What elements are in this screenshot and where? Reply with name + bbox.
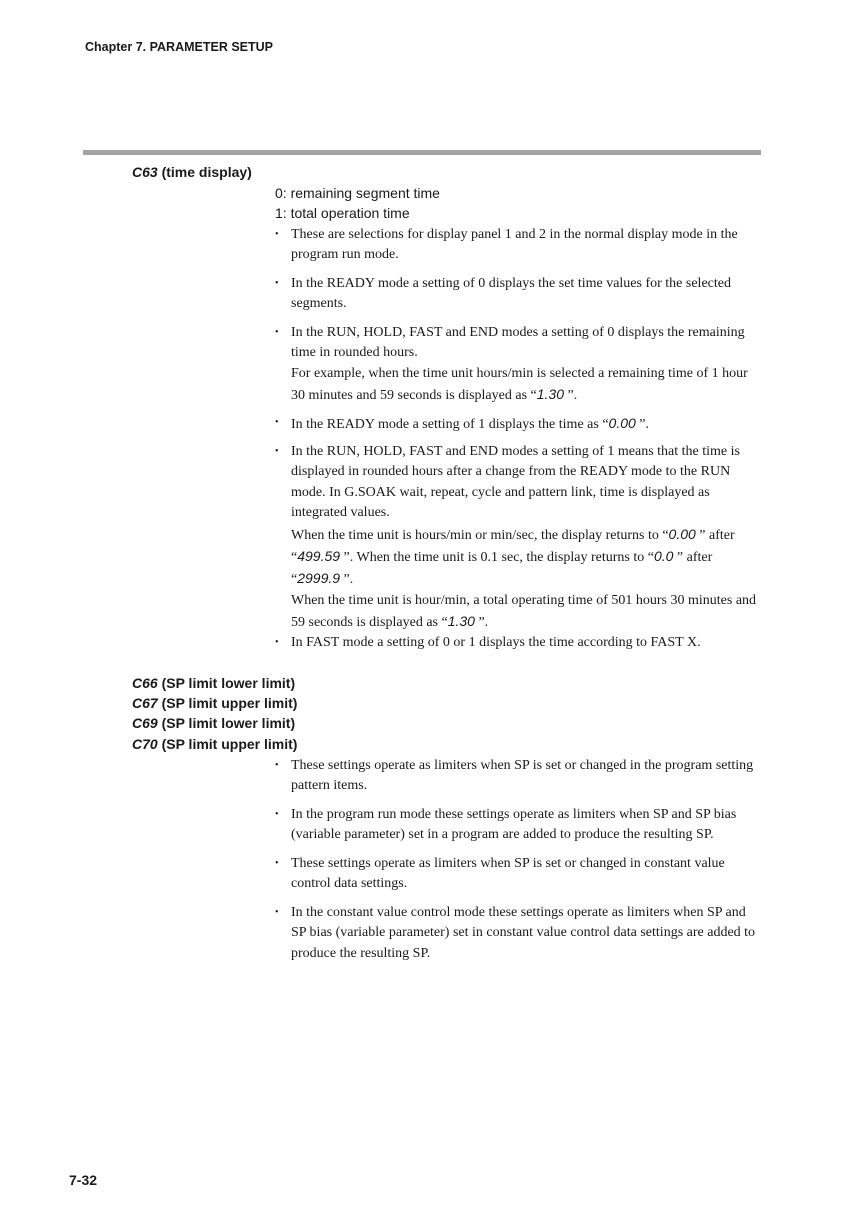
bullet-text: In the constant value control mode these settings operate as limiters when SP and SP bias (variable parameter) set in constant value control data settings are added to produce the resulting SP. xyxy=(291,905,756,961)
param-desc: (SP limit lower limit) xyxy=(157,715,296,731)
param-code: C66 xyxy=(132,675,158,691)
bullet-text: These settings operate as limiters when SP is set or changed in the program setting pattern items. xyxy=(291,758,754,794)
bullet-item xyxy=(275,756,761,797)
bullet-icon: • xyxy=(275,907,279,918)
param-heading-c70 xyxy=(132,736,297,752)
bullet-text: When the time unit is hour/min, a total operating time of 501 hours 30 minutes and 59 seconds is displayed as “1.30 ”. xyxy=(291,592,757,631)
param-desc: (time display) xyxy=(157,164,252,180)
param-heading-c66 xyxy=(132,675,295,691)
option-1: 1: total operation time xyxy=(275,205,410,221)
bullet-item xyxy=(275,323,761,407)
bullet-text: In the READY mode a setting of 1 displays the time as “0.00 ”. xyxy=(291,415,649,432)
bullet-item xyxy=(275,225,761,266)
bullet-icon: • xyxy=(275,809,279,820)
bullet-text: When the time unit is hours/min or min/sec, the display returns to “0.00 ” after “499.59 ”. When the time unit is 0.1 sec, the display returns to “0.0 ” after “2999.9 ”. xyxy=(291,525,735,588)
param-heading-c63 xyxy=(132,164,252,180)
display-value: 0.00 xyxy=(668,525,696,542)
bullet-icon: • xyxy=(275,446,279,457)
bullet-text: In FAST mode a setting of 0 or 1 displays the time according to FAST X. xyxy=(291,635,701,650)
bullet-text: In the READY mode a setting of 0 displays the set time values for the selected segments. xyxy=(291,276,731,312)
bullet-text: In the RUN, HOLD, FAST and END modes a setting of 0 displays the remaining time in rounded hours. xyxy=(291,325,745,361)
bullet-item xyxy=(275,413,761,435)
param-desc: (SP limit lower limit) xyxy=(157,675,296,691)
bullet-item xyxy=(275,805,761,846)
bullet-item xyxy=(275,903,761,964)
bullet-item xyxy=(275,633,761,653)
bullet-text: In the program run mode these settings operate as limiters when SP and SP bias (variable parameter) set in a program are added to produce the resulting SP. xyxy=(291,807,737,843)
param-desc: (SP limit upper limit) xyxy=(157,736,298,752)
display-value: 1.30 xyxy=(536,386,564,403)
bullet-icon: • xyxy=(275,858,279,869)
bullet-text: For example, when the time unit hours/min is selected a remaining time of 1 hour 30 minutes and 59 seconds is displayed as “1.30 ”. xyxy=(291,365,748,404)
param-code: C70 xyxy=(132,736,158,752)
param-code: C63 xyxy=(132,164,158,180)
bullet-item xyxy=(275,274,761,315)
section-divider xyxy=(83,150,761,155)
bullet-text: In the RUN, HOLD, FAST and END modes a setting of 1 means that the time is displayed in rounded hours after a change from the READY mode to the RUN mode. In G.SOAK wait, repeat, cycle and pattern link, time is displayed as integrated values. xyxy=(291,444,740,521)
page-number: 7-32 xyxy=(69,1172,98,1188)
display-value: 2999.9 xyxy=(297,570,341,587)
bullet-icon: • xyxy=(275,637,279,648)
bullet-icon: • xyxy=(275,278,279,289)
bullet-text: These are selections for display panel 1 and 2 in the normal display mode in the program run mode. xyxy=(291,227,738,263)
bullet-item xyxy=(275,442,761,634)
bullet-icon: • xyxy=(275,327,279,338)
param-heading-c67 xyxy=(132,695,297,711)
display-value: 1.30 xyxy=(447,613,475,630)
bullet-item xyxy=(275,854,761,895)
display-value: 0.0 xyxy=(653,548,674,565)
bullet-text: These settings operate as limiters when SP is set or changed in constant value control data settings. xyxy=(291,856,725,892)
display-value: 0.00 xyxy=(608,415,636,431)
option-0: 0: remaining segment time xyxy=(275,185,440,201)
bullet-icon: • xyxy=(275,417,279,428)
display-value: 499.59 xyxy=(297,548,341,565)
chapter-header: Chapter 7. PARAMETER SETUP xyxy=(85,40,273,54)
param-code: C69 xyxy=(132,715,158,731)
param-code: C67 xyxy=(132,695,158,711)
bullet-icon: • xyxy=(275,760,279,771)
param-heading-c69 xyxy=(132,715,295,731)
param-desc: (SP limit upper limit) xyxy=(157,695,298,711)
bullet-icon: • xyxy=(275,229,279,240)
